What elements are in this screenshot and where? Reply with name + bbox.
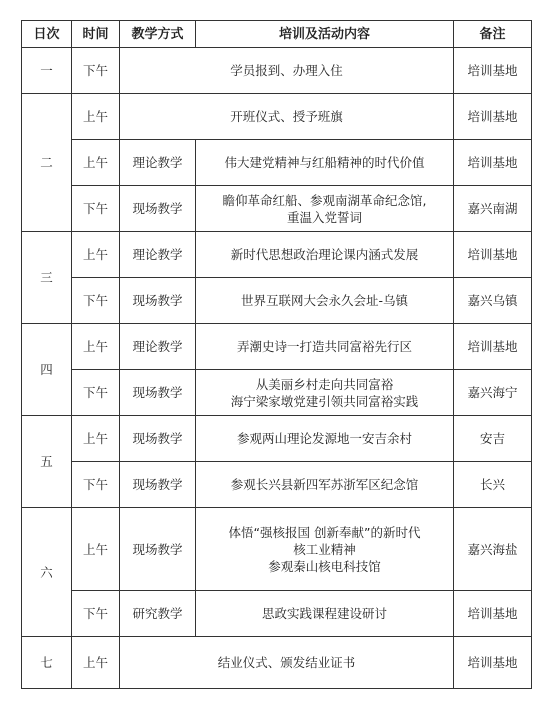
table-row xyxy=(22,232,532,278)
method-cell: 理论教学 xyxy=(120,140,196,186)
day-cell: 五 xyxy=(22,416,72,508)
header-time: 时间 xyxy=(72,21,120,48)
day-cell: 二 xyxy=(22,94,72,232)
header-day: 日次 xyxy=(22,21,72,48)
note-cell: 嘉兴南湖 xyxy=(454,186,532,232)
content-cell: 参观两山理论发源地一安吉余村 xyxy=(196,416,454,462)
content-line: 从美丽乡村走向共同富裕 xyxy=(255,376,394,392)
content-line: 海宁梁家墩党建引领共同富裕实践 xyxy=(230,393,419,409)
table-row xyxy=(22,591,532,637)
table-row xyxy=(22,186,532,232)
content-cell: 世界互联网大会永久会址-乌镇 xyxy=(196,278,454,324)
time-cell: 上午 xyxy=(72,232,120,278)
content-line: 参观秦山核电科技馆 xyxy=(268,558,381,574)
time-cell: 下午 xyxy=(72,591,120,637)
time-cell: 上午 xyxy=(72,140,120,186)
time-cell: 上午 xyxy=(72,324,120,370)
content-cell: 新时代思想政治理论课内涵式发展 xyxy=(196,232,454,278)
note-cell: 培训基地 xyxy=(454,94,532,140)
note-cell: 培训基地 xyxy=(454,324,532,370)
note-cell: 培训基地 xyxy=(454,140,532,186)
training-schedule-table xyxy=(21,20,532,689)
content-cell: 开班仪式、授予班旗 xyxy=(120,94,454,140)
table-row xyxy=(22,324,532,370)
method-cell: 现场教学 xyxy=(120,186,196,232)
content-cell: 思政实践课程建设研讨 xyxy=(196,591,454,637)
note-cell: 培训基地 xyxy=(454,637,532,689)
time-cell: 下午 xyxy=(72,48,120,94)
content-cell: 学员报到、办理入住 xyxy=(120,48,454,94)
day-cell: 七 xyxy=(22,637,72,689)
table-row xyxy=(22,278,532,324)
note-cell: 长兴 xyxy=(454,462,532,508)
method-cell: 理论教学 xyxy=(120,232,196,278)
content-line: 重温入党誓词 xyxy=(286,209,362,225)
header-note: 备注 xyxy=(454,21,532,48)
note-cell: 培训基地 xyxy=(454,48,532,94)
header-content: 培训及活动内容 xyxy=(196,21,454,48)
content-cell: 参观长兴县新四军苏浙军区纪念馆 xyxy=(196,462,454,508)
content-cell: 伟大建党精神与红船精神的时代价值 xyxy=(196,140,454,186)
content-line: 体悟“强核报国 创新奉献”的新时代 xyxy=(228,524,421,540)
day-cell: 三 xyxy=(22,232,72,324)
time-cell: 下午 xyxy=(72,462,120,508)
method-cell: 现场教学 xyxy=(120,370,196,416)
content-cell xyxy=(196,370,454,416)
table-row xyxy=(22,462,532,508)
note-cell: 嘉兴乌镇 xyxy=(454,278,532,324)
time-cell: 上午 xyxy=(72,508,120,591)
method-cell: 现场教学 xyxy=(120,278,196,324)
content-cell xyxy=(196,508,454,591)
table-row xyxy=(22,370,532,416)
note-cell: 培训基地 xyxy=(454,232,532,278)
table-row xyxy=(22,48,532,94)
header-row xyxy=(22,21,532,48)
table-row xyxy=(22,416,532,462)
time-cell: 下午 xyxy=(72,186,120,232)
note-cell: 嘉兴海盐 xyxy=(454,508,532,591)
method-cell: 研究教学 xyxy=(120,591,196,637)
content-cell: 弄潮史诗一打造共同富裕先行区 xyxy=(196,324,454,370)
time-cell: 下午 xyxy=(72,278,120,324)
day-cell: 一 xyxy=(22,48,72,94)
note-cell: 培训基地 xyxy=(454,591,532,637)
method-cell: 现场教学 xyxy=(120,462,196,508)
method-cell: 现场教学 xyxy=(120,508,196,591)
time-cell: 上午 xyxy=(72,637,120,689)
table-row xyxy=(22,637,532,689)
note-cell: 嘉兴海宁 xyxy=(454,370,532,416)
content-line: 核工业精神 xyxy=(293,541,356,557)
content-cell xyxy=(196,186,454,232)
day-cell: 六 xyxy=(22,508,72,637)
table-row xyxy=(22,508,532,591)
table-row xyxy=(22,94,532,140)
time-cell: 上午 xyxy=(72,416,120,462)
method-cell: 理论教学 xyxy=(120,324,196,370)
note-cell: 安吉 xyxy=(454,416,532,462)
header-method: 教学方式 xyxy=(120,21,196,48)
day-cell: 四 xyxy=(22,324,72,416)
content-line: 瞻仰革命红船、参观南湖革命纪念馆, xyxy=(222,192,427,208)
time-cell: 下午 xyxy=(72,370,120,416)
time-cell: 上午 xyxy=(72,94,120,140)
method-cell: 现场教学 xyxy=(120,416,196,462)
content-cell: 结业仪式、颁发结业证书 xyxy=(120,637,454,689)
table-row xyxy=(22,140,532,186)
